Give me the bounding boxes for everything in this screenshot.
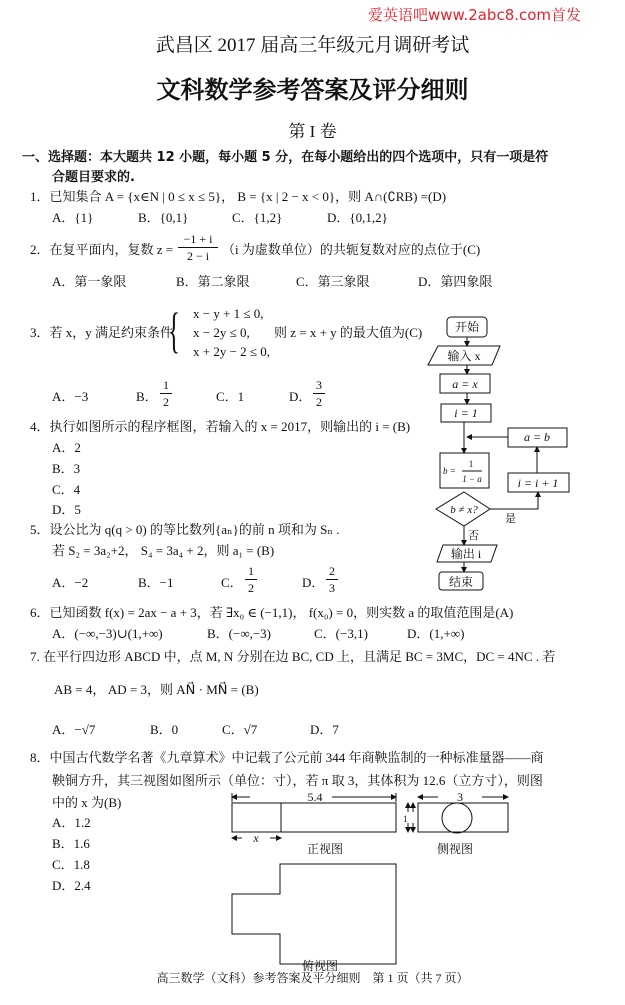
option: D．	[289, 389, 312, 404]
width-dimension: 3	[457, 790, 463, 804]
question-6: 6．已知函数 f(x) = 2ax − a + 3，若 ∃x₀ ∈ (−1,1)， f(x₀) = 0，则实数 a 的取值范围是(A)	[30, 605, 514, 620]
denominator: 2	[316, 395, 322, 409]
option: C．4	[52, 482, 81, 497]
update-a-label: a = b	[523, 430, 551, 444]
option: C．第三象限	[296, 274, 370, 289]
side-view	[418, 803, 508, 832]
numerator: −1 + i	[183, 232, 213, 246]
question-5-cont: 若 S₂ = 3a₂+2， S₄ = 3a₄ + 2，则 a₁ = (B)	[52, 543, 275, 558]
option: D．7	[310, 722, 339, 737]
option: D．5	[52, 502, 81, 517]
circle-icon	[442, 803, 472, 833]
volume-heading: 第 I 卷	[288, 122, 337, 141]
height-dimension: 1	[403, 814, 408, 824]
condition-label: b ≠ x?	[450, 504, 478, 516]
question-1: 1．已知集合 A = {x∈N | 0 ≤ x ≤ 5}， B = {x | 2 − x < 0}，则 A∩(∁RB) =(D)	[30, 189, 447, 204]
option: D．2.4	[52, 878, 91, 893]
output-label: 输出 i	[450, 547, 482, 561]
option: B．3	[52, 461, 81, 476]
option: A．第一象限	[52, 274, 127, 289]
question-7-cont: AB = 4， AD = 3，则 AN⃗ · MN⃗ = (B)	[54, 682, 259, 697]
fraction	[326, 564, 338, 595]
yes-label: 是	[505, 513, 516, 525]
option: A．2	[52, 440, 81, 455]
option: C．1	[216, 389, 245, 404]
constraint: x + 2y − 2 ≤ 0,	[193, 344, 271, 359]
option: B．0	[150, 722, 179, 737]
question-7: 7. 在平行四边形 ABCD 中，点 M, N 分别在边 BC, CD 上，且满足 BC = 3MC，DC = 4NC . 若	[30, 649, 556, 664]
fraction	[160, 378, 172, 409]
constraint: x − y + 1 ≤ 0,	[193, 306, 264, 321]
denominator: 2 − i	[186, 249, 210, 263]
denominator: 2	[163, 395, 169, 409]
option: A．{1}	[52, 210, 94, 225]
document-title: 文科数学参考答案及评分细则	[156, 76, 469, 104]
option: D．	[302, 575, 325, 590]
question-8-cont: 鞅铜方升，其三视图如图所示（单位：寸），若 π 取 3，其体积为 12.6（立方寸），则图	[52, 773, 543, 788]
exam-title: 武昌区 2017 届高三年级元月调研考试	[155, 35, 470, 56]
question-8-cont: 中的 x 为(B)	[52, 795, 122, 810]
front-view-label: 正视图	[306, 842, 344, 856]
assign-b-label: b =	[443, 466, 456, 476]
top-view-label: 俯视图	[301, 959, 339, 973]
page-footer: 高三数学（文科）参考答案及平分细则 第 1 页（共 7 页）	[156, 971, 469, 985]
numerator: 1	[163, 378, 169, 392]
option: D．第四象限	[418, 274, 493, 289]
option: A．(−∞,−3)∪(1,+∞)	[52, 626, 163, 641]
fraction	[245, 564, 257, 595]
assign-b-numerator: 1	[468, 459, 474, 469]
denominator: 2	[248, 581, 254, 595]
section-heading-cont: 合题目要求的.	[52, 170, 135, 185]
top-view	[232, 864, 396, 964]
front-view	[232, 803, 396, 832]
option: A．1.2	[52, 815, 91, 830]
question-2: 2．在复平面内，复数 z =	[30, 242, 174, 257]
denominator: 3	[329, 581, 335, 595]
assign-b-denominator: 1 − a	[462, 474, 482, 484]
assign-i-label: i = 1	[454, 406, 478, 420]
numerator: 2	[329, 564, 335, 578]
question-5: 5．设公比为 q(q > 0) 的等比数列{aₙ}的前 n 项和为 Sₙ .	[30, 522, 340, 537]
flowchart	[420, 310, 625, 595]
x-dimension: x	[253, 831, 259, 845]
option: B．1.6	[52, 836, 90, 851]
assign-a-label: a = x	[452, 377, 478, 391]
option: C．	[221, 575, 243, 590]
question-2-cont: （i 为虚数单位）的共轭复数对应的点位于(C)	[222, 242, 481, 257]
option: B．	[136, 389, 158, 404]
option: C．1.8	[52, 857, 90, 872]
brace-icon: {	[168, 302, 180, 358]
option: C．√7	[222, 722, 258, 737]
fraction	[313, 378, 325, 409]
option: A．−2	[52, 575, 89, 590]
option: A．−√7	[52, 722, 96, 737]
watermark: 爱英语吧www.2abc8.com首发	[368, 6, 582, 24]
option: C．{1,2}	[232, 210, 283, 225]
no-label: 否	[468, 530, 479, 542]
option: B．−1	[138, 575, 174, 590]
constraint: x − 2y ≤ 0,	[193, 325, 250, 340]
increment-label: i = i + 1	[517, 476, 559, 490]
option: D．(1,+∞)	[407, 626, 465, 641]
question-8: 8．中国古代数学名著《九章算术》中记载了公元前 344 年商鞅监制的一种标准量器——商	[30, 750, 544, 765]
input-label: 输入 x	[447, 349, 481, 363]
side-view-label: 侧视图	[436, 842, 474, 856]
question-3: 3．若 x，y 满足约束条件	[30, 325, 174, 340]
section-heading: 一、选择题：本大题共 12 小题，每小题 5 分，在每小题给出的四个选项中，只有一项是符	[22, 150, 549, 165]
question-3-cont: 则 z = x + y 的最大值为(C)	[274, 325, 423, 340]
fraction	[178, 232, 218, 263]
question-4: 4．执行如图所示的程序框图，若输入的 x = 2017，则输出的 i = (B)	[30, 419, 411, 434]
numerator: 3	[316, 378, 322, 392]
three-view-figure	[220, 790, 520, 980]
numerator: 1	[248, 564, 254, 578]
start-label: 开始	[454, 320, 480, 334]
option: B．第二象限	[176, 274, 250, 289]
option: C．(−3,1)	[314, 626, 368, 641]
option: D．{0,1,2}	[327, 210, 388, 225]
end-label: 结束	[448, 575, 474, 589]
option: A．−3	[52, 389, 89, 404]
option: B．{0,1}	[138, 210, 189, 225]
option: B．(−∞,−3)	[207, 626, 272, 641]
length-dimension: 5.4	[307, 790, 323, 804]
